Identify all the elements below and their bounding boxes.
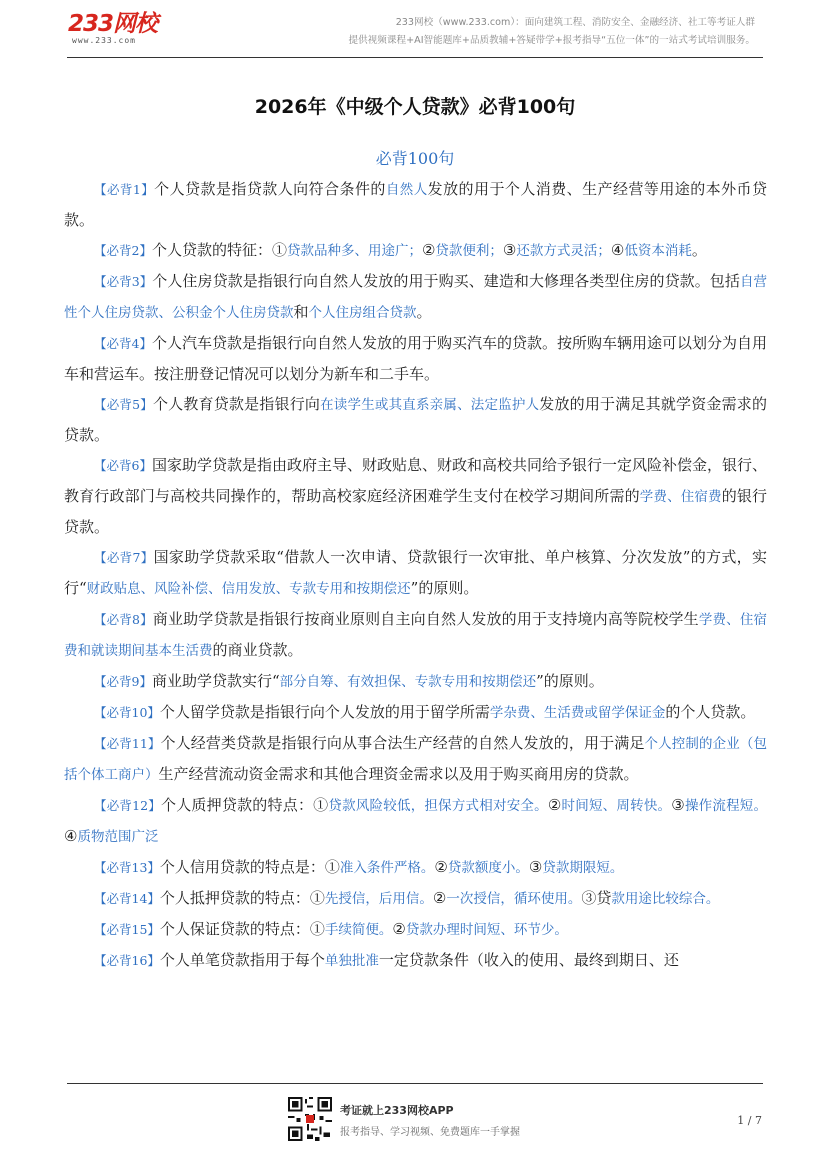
body-text: 的商业贷款。 [212,641,303,659]
highlight-text: 贷款办理时间短、环节少。 [405,922,568,938]
body-text: ② [434,858,448,876]
document-title: 2026年《中级个人贷款》必背100句 [254,96,576,118]
body-text: ② [432,889,447,907]
highlight-text: 学杂费、生活费或留学保证金 [489,705,666,721]
content-body [64,174,767,976]
body-text: 。 [691,241,707,259]
memory-point-tag: 【必背10】 [94,705,160,720]
body-text: ④ [610,241,625,259]
page-header [0,0,830,60]
app-promo-title: 考证就上233网校APP [340,1104,454,1117]
memory-point-tag: 【必背11】 [94,736,161,751]
body-text: 个人保证贷款的特点：① [159,920,325,938]
memory-point-tag: 【必背16】 [94,953,160,968]
body-text: 国家助学贷款采取“借款人一次申请、贷款银行一次审批、单户核算、分次发放”的方式，实行“ [64,548,768,597]
header-divider [67,57,763,58]
memory-point-1 [64,174,767,235]
highlight-text: 在读学生或其直系亲属、法定监护人 [320,397,540,413]
highlight-text: 学费、住宿费 [639,489,722,505]
body-text: 商业助学贷款是指银行按商业原则自主向自然人发放的用于支持境内高等院校学生 [152,610,699,628]
body-text: ④ [64,827,78,845]
memory-point-13 [64,852,767,883]
qr-code-icon[interactable] [288,1097,332,1141]
body-text: 个人抵押贷款的特点：① [159,889,325,907]
highlight-text: 自营性个人住房贷款、公积金个人住房贷款 [64,274,768,321]
highlight-text: 一次授信，循环使用。 [446,891,582,907]
highlight-text: 财政贴息、风险补偿、信用发放、专款专用和按期偿还 [86,581,411,597]
body-text: ”的原则。 [410,579,479,597]
logo-url: www.233.com [72,36,136,45]
memory-point-11 [64,728,767,790]
body-text: 个人留学贷款是指银行向个人发放的用于留学所需 [159,703,490,721]
memory-point-tag: 【必背3】 [94,274,153,289]
highlight-text: 先授信，后用信。 [324,891,433,907]
memory-point-9 [64,666,767,697]
body-text: ③ [502,241,517,259]
body-text: 商业助学贷款实行“ [151,672,280,690]
body-text: ③ [671,796,685,814]
body-text: 个人贷款是指贷款人向符合条件的 [154,180,386,198]
body-text: 国家助学贷款是指由政府主导、财政贴息、财政和高校共同给予银行一定风险补偿金，银行、教育行政部门与高校共同操作的，帮助高校家庭经济困难学生支付在校学习期间所需的 [64,456,768,505]
highlight-text: 贷款便利； [435,243,503,259]
memory-point-14 [64,883,767,914]
memory-point-tag: 【必背6】 [94,458,152,473]
highlight-text: 个人控制的企业（包括个体工商户） [64,736,768,783]
body-text: 个人教育贷款是指银行向 [152,395,321,413]
highlight-text: 个人住房组合贷款 [308,305,417,321]
body-text: ③贷 [581,889,612,907]
highlight-text: 自然人 [385,182,428,198]
body-text: 和 [293,303,309,321]
highlight-text: 操作流程短。 [684,798,768,814]
logo-text: 233网校 [68,11,158,37]
body-text: ② [547,796,562,814]
memory-point-tag: 【必背4】 [94,336,152,351]
memory-point-tag: 【必背14】 [94,891,160,906]
brand-logo[interactable] [68,12,157,45]
body-text: 个人经营类贷款是指银行向从事合法生产经营的自然人发放的，用于满足 [160,734,645,752]
highlight-text: 贷款品种多、用途广； [286,243,422,259]
body-text: 发放的用于个人消费、生产经营等用途的本外币贷款。 [64,180,767,229]
footer-divider [67,1083,763,1084]
highlight-text: 款用途比较综合。 [611,891,720,907]
body-text: ② [421,241,436,259]
memory-point-tag: 【必背9】 [94,674,152,689]
body-text: ③ [528,858,543,876]
memory-point-3 [64,266,767,328]
body-text: ”的原则。 [536,672,604,690]
memory-point-2 [64,235,767,266]
highlight-text: 时间短、周转快。 [561,798,672,814]
highlight-text: 部分自筹、有效担保、专款专用和按期偿还 [279,674,537,690]
app-promo-desc: 报考指导、学习视频、免费题库一手掌握 [340,1127,520,1138]
highlight-text: 低资本消耗 [624,243,692,259]
memory-point-5 [64,389,767,450]
body-text: 个人质押贷款的特点：① [161,796,329,814]
highlight-text: 贷款额度小。 [447,860,529,876]
body-text: 个人单笔贷款指用于每个 [159,951,325,969]
body-text: 生产经营流动资金需求和其他合理资金需求以及用于购买商用房的贷款。 [158,765,639,783]
body-text: 。 [416,303,432,321]
body-text: 个人贷款的特征：① [151,241,287,259]
memory-point-6 [64,450,767,542]
memory-point-tag: 【必背8】 [94,612,153,627]
memory-point-15 [64,914,767,945]
memory-point-tag: 【必背2】 [94,243,152,258]
memory-point-8 [64,604,767,666]
body-text: 的个人贷款。 [665,703,756,721]
highlight-text: 质物范围广泛 [77,829,159,845]
memory-point-tag: 【必背12】 [94,798,161,813]
header-info-line1: 233网校（www.233.com）：面向建筑工程、消防安全、金融经济、社工等考证人群 [395,17,755,28]
body-text: 个人汽车贷款是指银行向自然人发放的用于购买汽车的贷款。按所购车辆用途可以划分为自用车和营运车。按注册登记情况可以划分为新车和二手车。 [64,334,768,383]
page-number: 1 / 7 [737,1114,762,1127]
highlight-text: 单独批准 [324,953,379,969]
highlight-text: 还款方式灵活； [516,243,611,259]
body-text: 一定贷款条件（收入的使用、最终到期日、还 [378,951,679,969]
memory-point-tag: 【必背5】 [94,397,153,412]
memory-point-tag: 【必背1】 [94,182,155,197]
highlight-text: 学费、住宿费和就读期间基本生活费 [64,612,767,659]
body-text: 个人住房贷款是指银行向自然人发放的用于购买、建造和大修理各类型住房的贷款。包括 [152,272,740,290]
body-text: 发放的用于满足其就学资金需求的贷款。 [64,395,767,444]
body-text: ② [392,920,406,938]
memory-point-16 [64,945,767,976]
header-info-line2: 提供视频课程+AI智能题库+品质教辅+答疑带学+报考指导“五位一体”的一站式考试培训服务。 [348,35,755,46]
highlight-text: 贷款期限短。 [542,860,624,876]
highlight-text: 手续简便。 [324,922,393,938]
highlight-text: 准入条件严格。 [339,860,435,876]
memory-point-tag: 【必背15】 [94,922,160,937]
memory-point-7 [64,542,767,604]
memory-point-tag: 【必背7】 [94,550,154,565]
body-text: 的银行贷款。 [64,487,767,536]
body-text: 个人信用贷款的特点是：① [159,858,340,876]
memory-point-tag: 【必背13】 [94,860,160,875]
memory-point-12 [64,790,767,852]
highlight-text: 贷款风险较低，担保方式相对安全。 [328,798,548,814]
memory-point-4 [64,328,767,389]
memory-point-10 [64,697,767,728]
header-info [349,14,755,50]
section-subtitle: 必背100句 [375,149,455,168]
